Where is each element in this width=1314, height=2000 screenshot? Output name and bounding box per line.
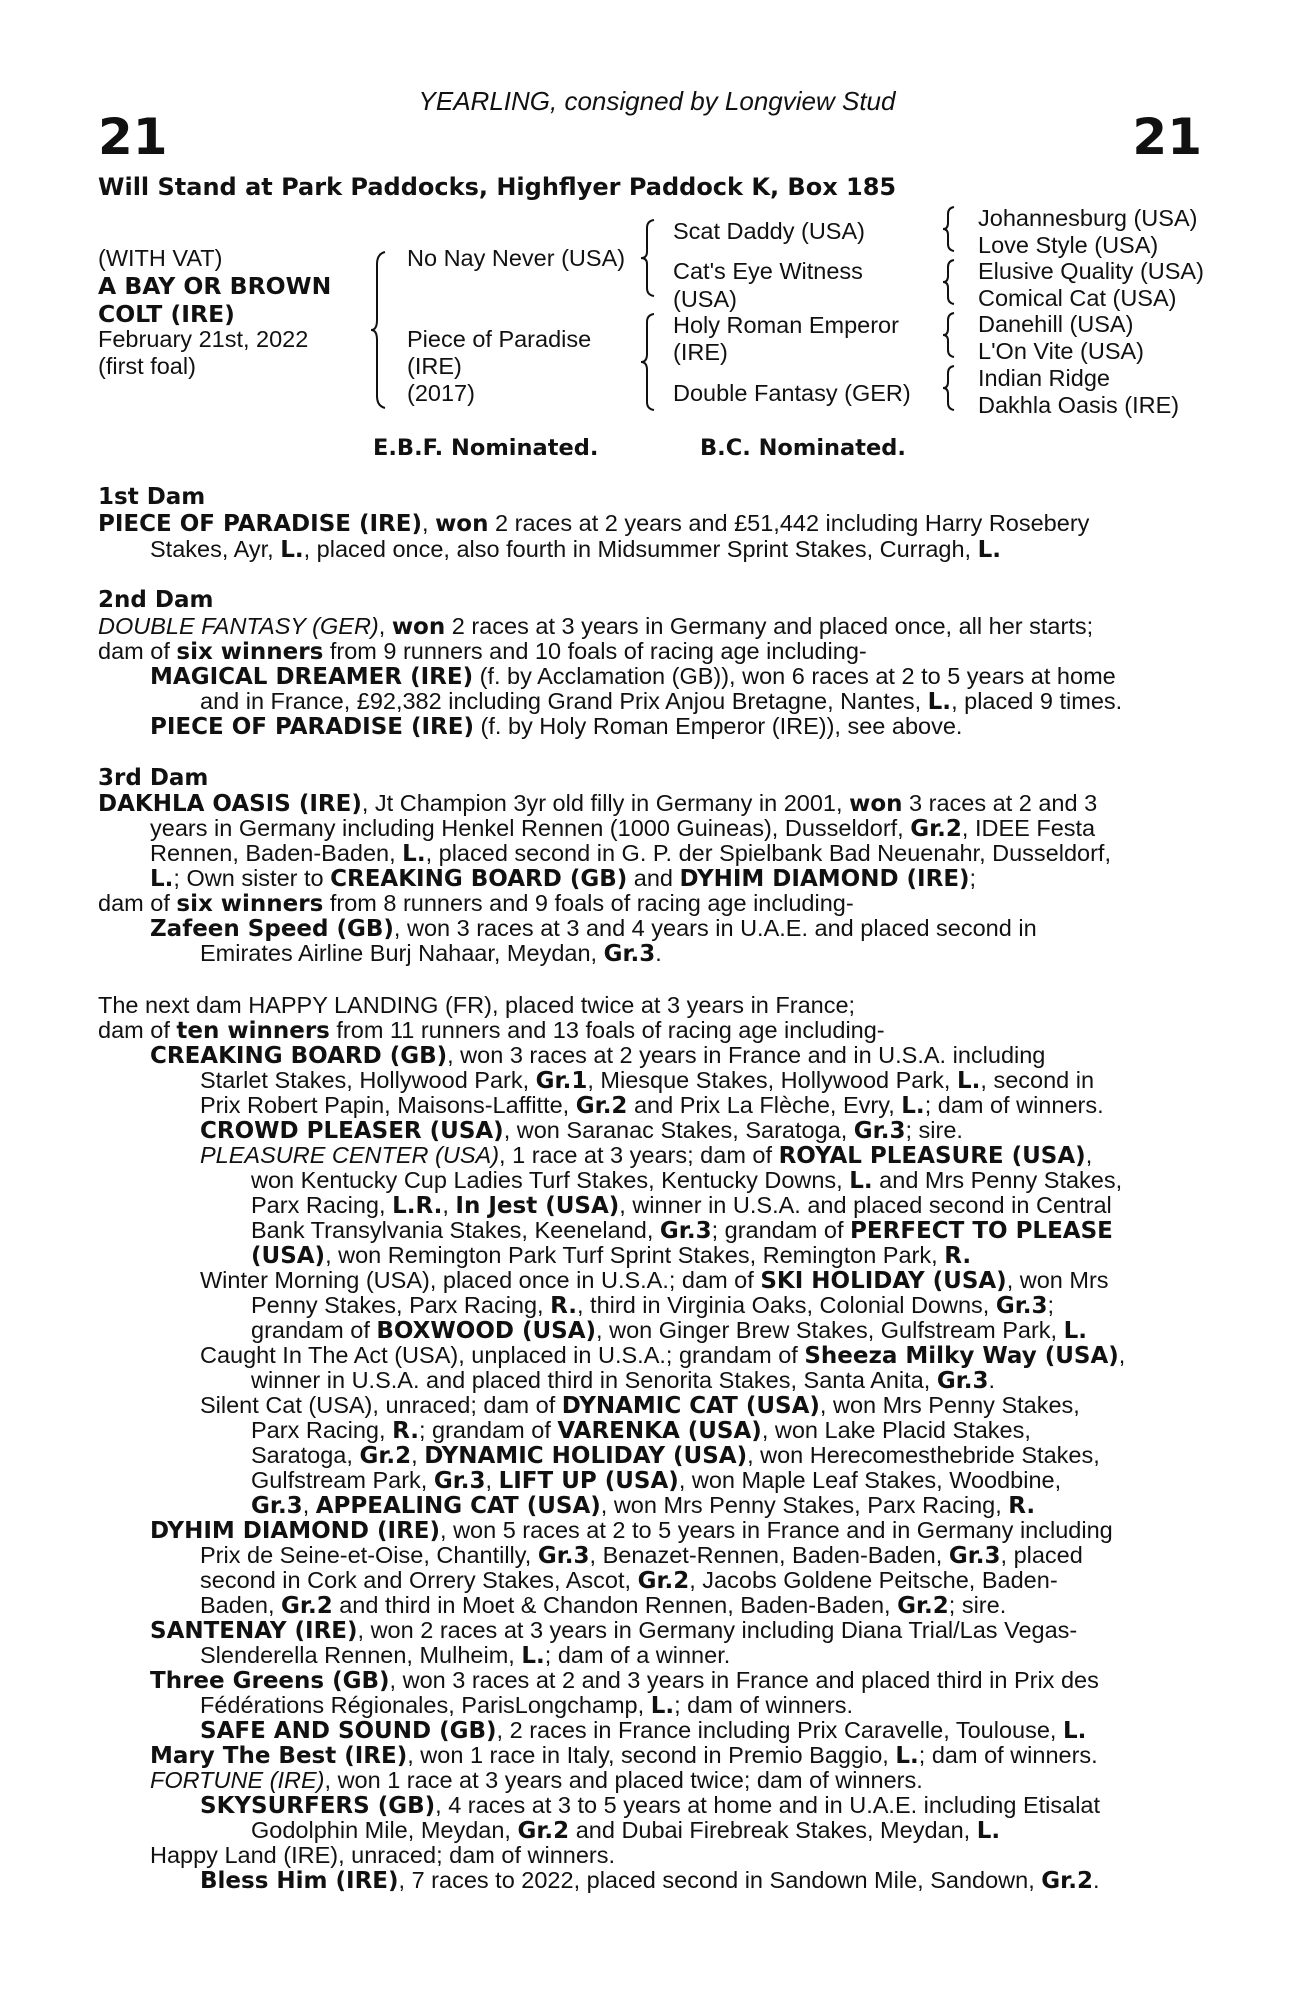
stabling-line: Will Stand at Park Paddocks, Highflyer Paddock K, Box 185 bbox=[98, 173, 897, 201]
pedigree-ddd: Dakhla Oasis (IRE) bbox=[978, 392, 1180, 418]
third-dam-line-3: Rennen, Baden-Baden, L., placed second in G. P. der Spielbank Bad Neuenahr, Dusseldorf, bbox=[150, 840, 1111, 867]
next-dam-line-28: Three Greens (GB), won 3 races at 2 and 3 years in France and placed third in Prix des bbox=[150, 1667, 1099, 1694]
vat-note: (WITH VAT) bbox=[98, 245, 223, 271]
next-dam-line-8: won Kentucky Cup Ladies Turf Stakes, Kentucky Downs, L. and Mrs Penny Stakes, bbox=[251, 1167, 1123, 1194]
pedigree-sire: No Nay Never (USA) bbox=[407, 245, 626, 271]
first-dam-line-2: Stakes, Ayr, L., placed once, also fourth in Midsummer Sprint Stakes, Curragh, L. bbox=[150, 536, 1001, 563]
pedigree-dam-line1: Piece of Paradise bbox=[407, 326, 592, 352]
pedigree-sire-dam-2: (USA) bbox=[673, 286, 737, 312]
next-dam-line-22: DYHIM DIAMOND (IRE), won 5 races at 2 to 5 years in France and in Germany including bbox=[150, 1517, 1113, 1544]
third-dam-line-4: L.; Own sister to CREAKING BOARD (GB) and DYHIM DIAMOND (IRE); bbox=[150, 865, 977, 892]
pedigree-dds: Indian Ridge bbox=[978, 365, 1110, 391]
next-dam-line-18: Parx Racing, R.; grandam of VARENKA (USA), won Lake Placid Stakes, bbox=[251, 1417, 1031, 1444]
next-dam-line-2: dam of ten winners from 11 runners and 13 foals of racing age including- bbox=[98, 1017, 885, 1044]
third-dam-line-5: dam of six winners from 8 runners and 9 foals of racing age including- bbox=[98, 890, 854, 917]
pedigree-brace-dam bbox=[640, 312, 660, 412]
next-dam-line-7: PLEASURE CENTER (USA), 1 race at 3 years; dam of ROYAL PLEASURE (USA), bbox=[200, 1142, 1093, 1169]
next-dam-line-1: The next dam HAPPY LANDING (FR), placed twice at 3 years in France; bbox=[98, 992, 856, 1018]
second-dam-line-1: DOUBLE FANTASY (GER), won 2 races at 3 years in Germany and placed once, all her starts; bbox=[98, 613, 1094, 640]
third-dam-line-1: DAKHLA OASIS (IRE), Jt Champion 3yr old filly in Germany in 2001, won 3 races at 2 and 3 bbox=[98, 790, 1098, 817]
next-dam-line-21: Gr.3, APPEALING CAT (USA), won Mrs Penny Stakes, Parx Racing, R. bbox=[251, 1492, 1036, 1519]
next-dam-line-33: SKYSURFERS (GB), 4 races at 3 to 5 years at home and in U.A.E. including Etisalat bbox=[200, 1792, 1101, 1819]
first-foal-note: (first foal) bbox=[98, 353, 196, 379]
next-dam-line-13: Penny Stakes, Parx Racing, R., third in Virginia Oaks, Colonial Downs, Gr.3; bbox=[251, 1292, 1055, 1319]
next-dam-line-36: Bless Him (IRE), 7 races to 2022, placed second in Sandown Mile, Sandown, Gr.2. bbox=[200, 1867, 1100, 1894]
ebf-nomination: E.B.F. Nominated. bbox=[373, 435, 599, 461]
pedigree-dam-sire-1: Holy Roman Emperor bbox=[673, 312, 899, 338]
next-dam-line-5: Prix Robert Papin, Maisons-Laffitte, Gr.2 and Prix La Flèche, Evry, L.; dam of winners. bbox=[200, 1092, 1104, 1119]
next-dam-line-31: Mary The Best (IRE), won 1 race in Italy, second in Premio Baggio, L.; dam of winners. bbox=[150, 1742, 1098, 1769]
next-dam-line-12: Winter Morning (USA), placed once in U.S.A.; dam of SKI HOLIDAY (USA), won Mrs bbox=[200, 1267, 1109, 1294]
next-dam-line-16: winner in U.S.A. and placed third in Senorita Stakes, Santa Anita, Gr.3. bbox=[251, 1367, 996, 1394]
pedigree-ssd: Love Style (USA) bbox=[978, 232, 1159, 258]
next-dam-line-35: Happy Land (IRE), unraced; dam of winners. bbox=[150, 1842, 616, 1868]
pedigree-brace-sire bbox=[640, 218, 660, 298]
next-dam-line-11: (USA), won Remington Park Turf Sprint Stakes, Remington Park, R. bbox=[251, 1242, 972, 1269]
second-dam-line-4: and in France, £92,382 including Grand Prix Anjou Bretagne, Nantes, L., placed 9 times. bbox=[200, 688, 1123, 715]
pedigree-brace-ds bbox=[942, 311, 958, 359]
consignor-line: YEARLING, consigned by Longview Stud bbox=[418, 86, 896, 116]
pedigree-dam-line2: (IRE) bbox=[407, 353, 462, 379]
next-dam-line-32: FORTUNE (IRE), won 1 race at 3 years and placed twice; dam of winners. bbox=[150, 1767, 923, 1793]
foaling-date: February 21st, 2022 bbox=[98, 326, 309, 352]
next-dam-line-19: Saratoga, Gr.2, DYNAMIC HOLIDAY (USA), won Herecomesthebride Stakes, bbox=[251, 1442, 1100, 1469]
first-dam-heading: 1st Dam bbox=[98, 484, 206, 510]
next-dam-line-27: Slenderella Rennen, Mulheim, L.; dam of a winner. bbox=[200, 1642, 731, 1669]
bc-nomination: B.C. Nominated. bbox=[700, 435, 906, 461]
first-dam-line-1: PIECE OF PARADISE (IRE), won 2 races at 2 years and £51,442 including Harry Rosebery bbox=[98, 510, 1090, 537]
pedigree-brace-gen1 bbox=[370, 250, 390, 410]
next-dam-line-17: Silent Cat (USA), unraced; dam of DYNAMIC CAT (USA), won Mrs Penny Stakes, bbox=[200, 1392, 1080, 1419]
next-dam-line-25: Baden, Gr.2 and third in Moet & Chandon Rennen, Baden-Baden, Gr.2; sire. bbox=[200, 1592, 1007, 1619]
pedigree-brace-sd bbox=[942, 258, 958, 306]
pedigree-sire-dam-1: Cat's Eye Witness bbox=[673, 258, 863, 284]
pedigree-dam-dam: Double Fantasy (GER) bbox=[673, 380, 911, 406]
second-dam-line-5: PIECE OF PARADISE (IRE) (f. by Holy Roman Emperor (IRE)), see above. bbox=[150, 713, 963, 740]
next-dam-line-29: Fédérations Régionales, ParisLongchamp, L.; dam of winners. bbox=[200, 1692, 854, 1719]
pedigree-brace-ss bbox=[942, 205, 958, 253]
lot-title-2: COLT (IRE) bbox=[98, 300, 235, 328]
next-dam-line-24: second in Cork and Orrery Stakes, Ascot, Gr.2, Jacobs Goldene Peitsche, Baden- bbox=[200, 1567, 1058, 1594]
next-dam-line-15: Caught In The Act (USA), unplaced in U.S.A.; grandam of Sheeza Milky Way (USA), bbox=[200, 1342, 1126, 1369]
next-dam-line-4: Starlet Stakes, Hollywood Park, Gr.1, Miesque Stakes, Hollywood Park, L., second in bbox=[200, 1067, 1095, 1094]
pedigree-dam-sire-2: (IRE) bbox=[673, 339, 728, 365]
second-dam-line-3: MAGICAL DREAMER (IRE) (f. by Acclamation (GB)), won 6 races at 2 to 5 years at home bbox=[150, 663, 1116, 690]
third-dam-line-6: Zafeen Speed (GB), won 3 races at 3 and 4 years in U.A.E. and placed second in bbox=[150, 915, 1037, 942]
lot-number-left: 21 bbox=[98, 108, 168, 166]
pedigree-dss: Danehill (USA) bbox=[978, 311, 1134, 337]
next-dam-line-30: SAFE AND SOUND (GB), 2 races in France including Prix Caravelle, Toulouse, L. bbox=[200, 1717, 1087, 1744]
next-dam-line-9: Parx Racing, L.R., In Jest (USA), winner in U.S.A. and placed second in Central bbox=[251, 1192, 1112, 1219]
second-dam-heading: 2nd Dam bbox=[98, 587, 214, 613]
next-dam-line-6: CROWD PLEASER (USA), won Saranac Stakes, Saratoga, Gr.3; sire. bbox=[200, 1117, 963, 1144]
next-dam-line-3: CREAKING BOARD (GB), won 3 races at 2 years in France and in U.S.A. including bbox=[150, 1042, 1046, 1069]
lot-title-1: A BAY OR BROWN bbox=[98, 272, 332, 300]
next-dam-line-34: Godolphin Mile, Meydan, Gr.2 and Dubai Firebreak Stakes, Meydan, L. bbox=[251, 1817, 1001, 1844]
third-dam-line-2: years in Germany including Henkel Rennen (1000 Guineas), Dusseldorf, Gr.2, IDEE Festa bbox=[150, 815, 1096, 842]
next-dam-line-26: SANTENAY (IRE), won 2 races at 3 years in Germany including Diana Trial/Las Vegas- bbox=[150, 1617, 1078, 1644]
pedigree-sdd: Comical Cat (USA) bbox=[978, 285, 1177, 311]
next-dam-line-14: grandam of BOXWOOD (USA), won Ginger Brew Stakes, Gulfstream Park, L. bbox=[251, 1317, 1088, 1344]
pedigree-dam-line3: (2017) bbox=[407, 380, 475, 406]
second-dam-line-2: dam of six winners from 9 runners and 10 foals of racing age including- bbox=[98, 638, 867, 665]
next-dam-line-23: Prix de Seine-et-Oise, Chantilly, Gr.3, Benazet-Rennen, Baden-Baden, Gr.3, placed bbox=[200, 1542, 1083, 1569]
lot-number-right: 21 bbox=[1132, 108, 1202, 166]
pedigree-sire-sire: Scat Daddy (USA) bbox=[673, 218, 865, 244]
third-dam-heading: 3rd Dam bbox=[98, 765, 209, 791]
third-dam-line-7: Emirates Airline Burj Nahaar, Meydan, Gr.3. bbox=[200, 940, 662, 967]
next-dam-line-10: Bank Transylvania Stakes, Keeneland, Gr.3; grandam of PERFECT TO PLEASE bbox=[251, 1217, 1113, 1244]
pedigree-brace-dd bbox=[942, 364, 958, 412]
pedigree-sds: Elusive Quality (USA) bbox=[978, 258, 1204, 284]
pedigree-sss: Johannesburg (USA) bbox=[978, 205, 1198, 231]
next-dam-line-20: Gulfstream Park, Gr.3, LIFT UP (USA), won Maple Leaf Stakes, Woodbine, bbox=[251, 1467, 1062, 1494]
pedigree-dsd: L'On Vite (USA) bbox=[978, 338, 1145, 364]
